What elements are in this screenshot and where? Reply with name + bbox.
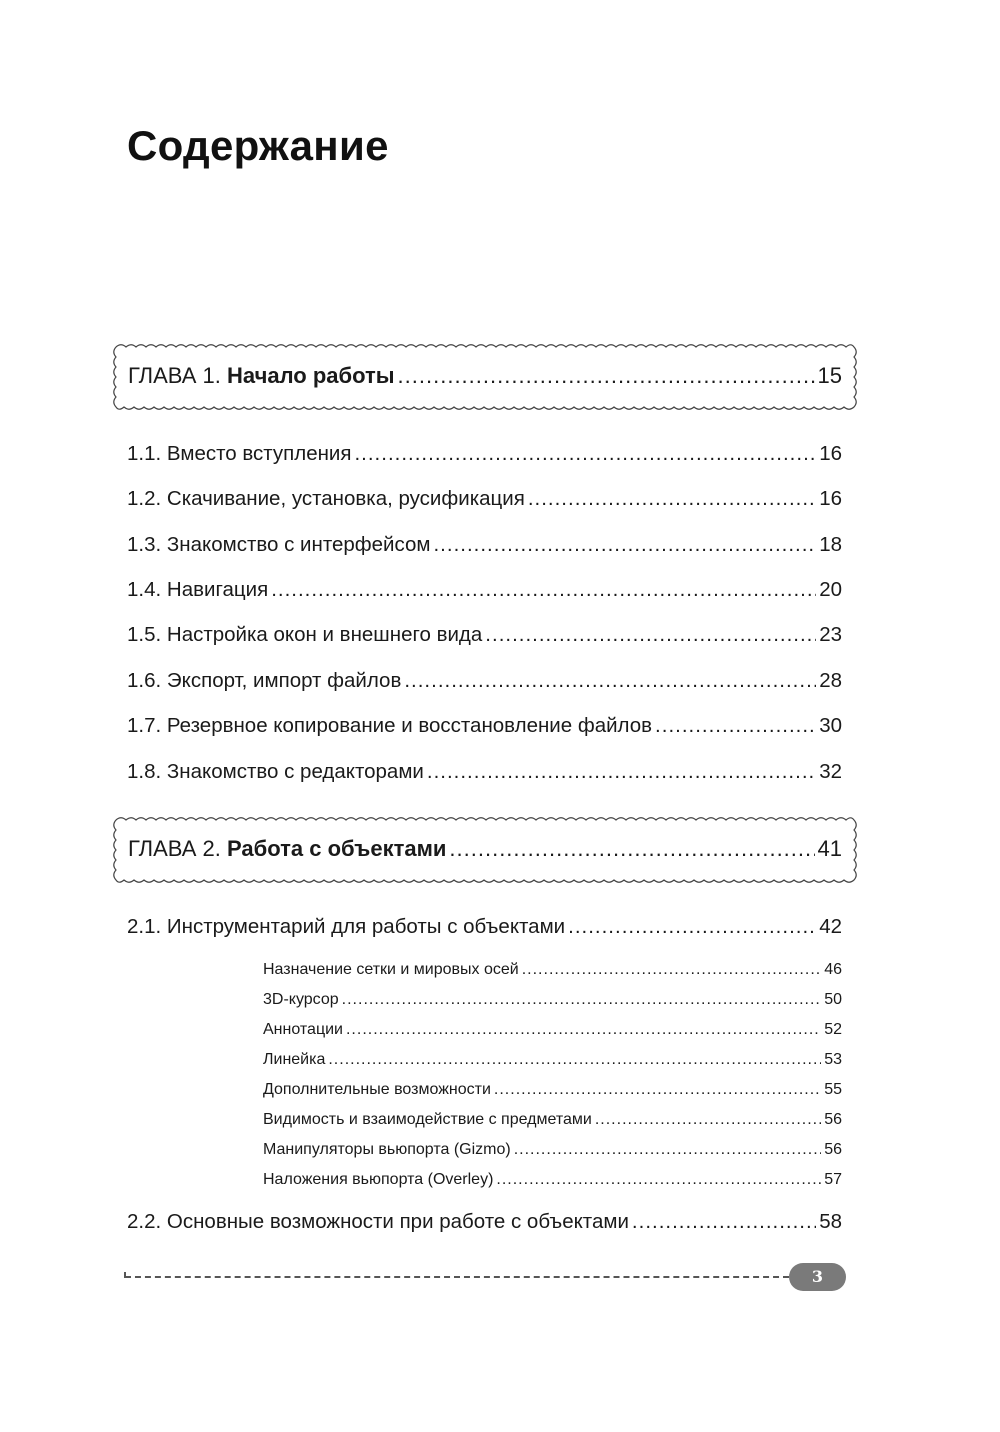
leader-dots <box>494 1081 821 1099</box>
section-title: Знакомство с интерфейсом <box>166 533 431 556</box>
chapter-heading-box <box>110 814 860 886</box>
chapter-page-number: 41 <box>817 836 842 861</box>
section-title: Экспорт, импорт файлов <box>166 669 402 692</box>
subsection-title: Видимость и взаимодействие с предметами <box>263 1111 592 1128</box>
section-page-number: 32 <box>819 760 842 783</box>
chapter-label: ГЛАВА 2. <box>128 836 221 861</box>
section-page-number: 16 <box>819 487 842 510</box>
toc-entry[interactable] <box>127 578 842 602</box>
section-title: Основные возможности при работе с объектами <box>166 1210 629 1233</box>
section-title: Настройка окон и внешнего вида <box>166 623 483 646</box>
leader-dots <box>528 487 816 511</box>
toc-entry[interactable] <box>127 1210 842 1234</box>
toc-entry[interactable] <box>127 487 842 511</box>
section-number: 2.2. <box>127 1210 162 1233</box>
subsection-title: Назначение сетки и мировых осей <box>263 961 519 978</box>
toc-subentry[interactable] <box>263 991 842 1009</box>
section-number: 1.7. <box>127 714 162 737</box>
toc-subentry[interactable] <box>263 1021 842 1039</box>
toc-entry[interactable] <box>127 714 842 738</box>
page-number-badge: 3 <box>789 1263 846 1291</box>
leader-dots <box>522 961 821 979</box>
subsection-page-number: 56 <box>824 1141 842 1158</box>
leader-dots <box>354 442 816 466</box>
section-number: 1.1. <box>127 442 162 465</box>
section-number: 1.5. <box>127 623 162 646</box>
leader-dots <box>398 363 815 389</box>
leader-dots <box>496 1171 821 1189</box>
section-number: 1.4. <box>127 578 162 601</box>
chapter-label: ГЛАВА 1. <box>128 363 221 388</box>
toc-entry[interactable] <box>127 669 842 693</box>
toc-entry[interactable] <box>127 915 842 939</box>
section-number: 1.2. <box>127 487 162 510</box>
leader-dots <box>485 623 816 647</box>
section-number: 1.6. <box>127 669 162 692</box>
leader-dots <box>328 1051 821 1069</box>
toc-entry[interactable] <box>127 442 842 466</box>
chapter-heading[interactable] <box>128 363 842 389</box>
section-number: 2.1. <box>127 915 162 938</box>
subsection-title: Дополнительные возможности <box>263 1081 491 1098</box>
leader-dots <box>449 836 814 862</box>
section-page-number: 42 <box>819 915 842 938</box>
section-title: Инструментарий для работы с объектами <box>166 915 566 938</box>
leader-dots <box>568 915 816 939</box>
section-title: Скачивание, установка, русификация <box>166 487 525 510</box>
subsection-page-number: 57 <box>824 1171 842 1188</box>
page-title: Содержание <box>127 122 389 169</box>
chapter-title: Начало работы <box>227 363 395 388</box>
subsection-title: Манипуляторы вьюпорта (Gizmo) <box>263 1141 511 1158</box>
section-page-number: 23 <box>819 623 842 646</box>
leader-dots <box>433 533 816 557</box>
toc-subentry[interactable] <box>263 1141 842 1159</box>
leader-dots <box>655 714 816 738</box>
subsection-page-number: 46 <box>824 961 842 978</box>
toc-entry[interactable] <box>127 760 842 784</box>
leader-dots <box>632 1210 816 1234</box>
chapter-page-number: 15 <box>817 363 842 388</box>
leader-dots <box>404 669 816 693</box>
section-page-number: 18 <box>819 533 842 556</box>
section-page-number: 16 <box>819 442 842 465</box>
section-title: Вместо вступления <box>166 442 352 465</box>
leader-dots <box>271 578 816 602</box>
subsection-title: Линейка <box>263 1051 326 1068</box>
toc-entry[interactable] <box>127 533 842 557</box>
subsection-page-number: 52 <box>824 1021 842 1038</box>
footer-dashed-rule <box>125 1276 789 1278</box>
leader-dots <box>346 1021 821 1039</box>
leader-dots <box>595 1111 821 1129</box>
section-page-number: 58 <box>819 1210 842 1233</box>
toc-subentry[interactable] <box>263 1111 842 1129</box>
subsection-title: Наложения вьюпорта (Overley) <box>263 1171 494 1188</box>
toc-subentry[interactable] <box>263 1171 842 1189</box>
chapter-heading[interactable] <box>128 836 842 862</box>
subsection-page-number: 56 <box>824 1111 842 1128</box>
chapter-heading-box <box>110 341 860 413</box>
section-title: Знакомство с редакторами <box>166 760 424 783</box>
toc-subentry[interactable] <box>263 1051 842 1069</box>
section-number: 1.8. <box>127 760 162 783</box>
section-page-number: 30 <box>819 714 842 737</box>
leader-dots <box>514 1141 822 1159</box>
toc-subentry[interactable] <box>263 961 842 979</box>
toc-subentry[interactable] <box>263 1081 842 1099</box>
leader-dots <box>342 991 822 1009</box>
section-page-number: 28 <box>819 669 842 692</box>
section-title: Резервное копирование и восстановление файлов <box>166 714 653 737</box>
section-title: Навигация <box>166 578 269 601</box>
subsection-title: Аннотации <box>263 1021 343 1038</box>
leader-dots <box>427 760 816 784</box>
toc-entry[interactable] <box>127 623 842 647</box>
subsection-page-number: 50 <box>824 991 842 1008</box>
section-page-number: 20 <box>819 578 842 601</box>
chapter-title: Работа с объектами <box>227 836 447 861</box>
subsection-title: 3D-курсор <box>263 991 339 1008</box>
subsection-page-number: 55 <box>824 1081 842 1098</box>
subsection-page-number: 53 <box>824 1051 842 1068</box>
section-number: 1.3. <box>127 533 162 556</box>
